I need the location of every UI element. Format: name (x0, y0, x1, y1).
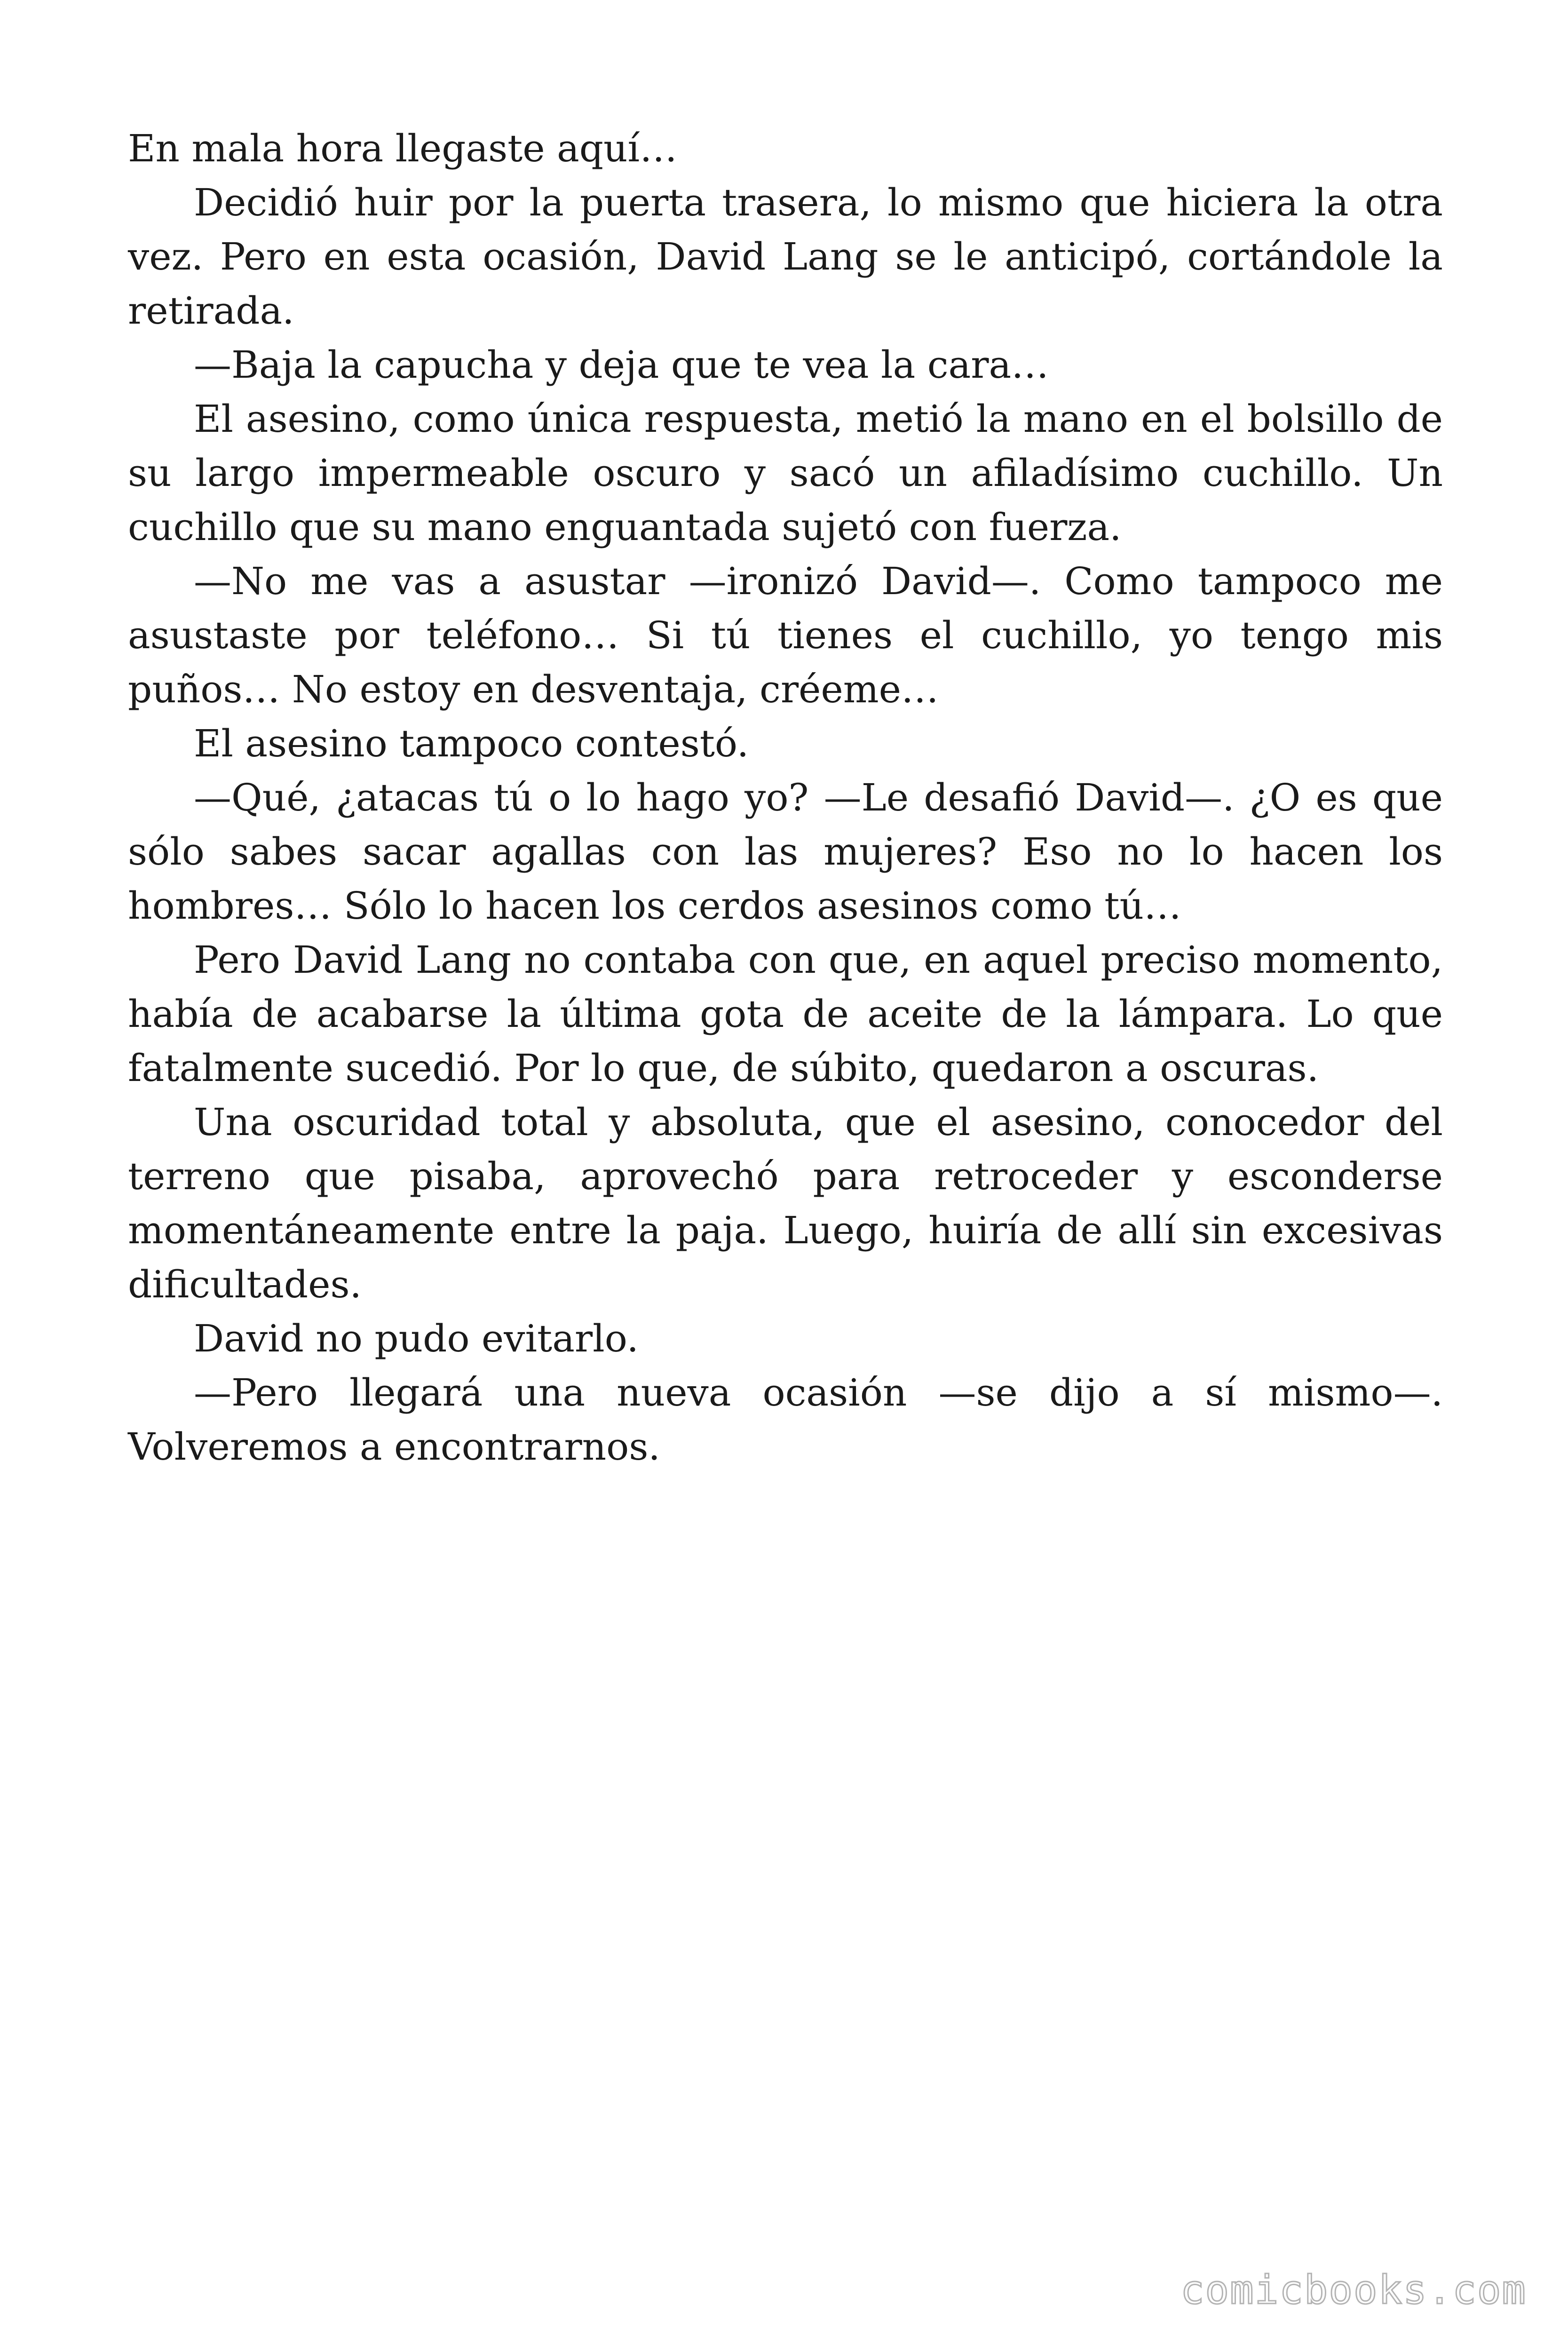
paragraph-10: David no pudo evitarlo. (194, 1317, 639, 1360)
paragraph-9: Una oscuridad total y absoluta, que el asesino, conocedor del terreno que pisaba, aprovechó para retroceder y esconderse momentáneamente entre la paja. Luego, huiría de allí sin excesivas dificultades. (128, 1100, 1443, 1306)
paragraph-2: Decidió huir por la puerta trasera, lo mismo que hiciera la otra vez. Pero en esta ocasión, David Lang se le anticipó, cortándole la retirada. (128, 181, 1443, 333)
paragraph-5: —No me vas a asustar —ironizó David—. Como tampoco me asustaste por teléfono… Si tú tienes el cuchillo, yo tengo mis puños… No estoy en desventaja, créeme… (128, 559, 1443, 711)
paragraph-1: En mala hora llegaste aquí… (128, 127, 678, 170)
paragraph-8: Pero David Lang no contaba con que, en aquel preciso momento, había de acabarse la última gota de aceite de la lámpara. Lo que fatalmente sucedió. Por lo que, de súbito, quedaron a oscuras. (128, 938, 1443, 1090)
body-text (128, 121, 1443, 1474)
paragraph-6: El asesino tampoco contestó. (194, 722, 749, 765)
paragraph-4: El asesino, como única respuesta, metió la mano en el bolsillo de su largo impermeable oscuro y sacó un afiladísimo cuchillo. Un cuchillo que su mano enguantada sujetó con fuerza. (128, 397, 1443, 549)
paragraph-7: —Qué, ¿atacas tú o lo hago yo? —Le desafió David—. ¿O es que sólo sabes sacar agallas con las mujeres? Eso no lo hacen los hombres… Sólo lo hacen los cerdos asesinos como tú… (128, 776, 1443, 928)
paragraph-3: —Baja la capucha y deja que te vea la cara… (194, 343, 1049, 387)
paragraph-11: —Pero llegará una nueva ocasión —se dijo a sí mismo—. Volveremos a encontrarnos. (128, 1371, 1443, 1469)
watermark: comicbooks.com (1180, 2267, 1527, 2313)
